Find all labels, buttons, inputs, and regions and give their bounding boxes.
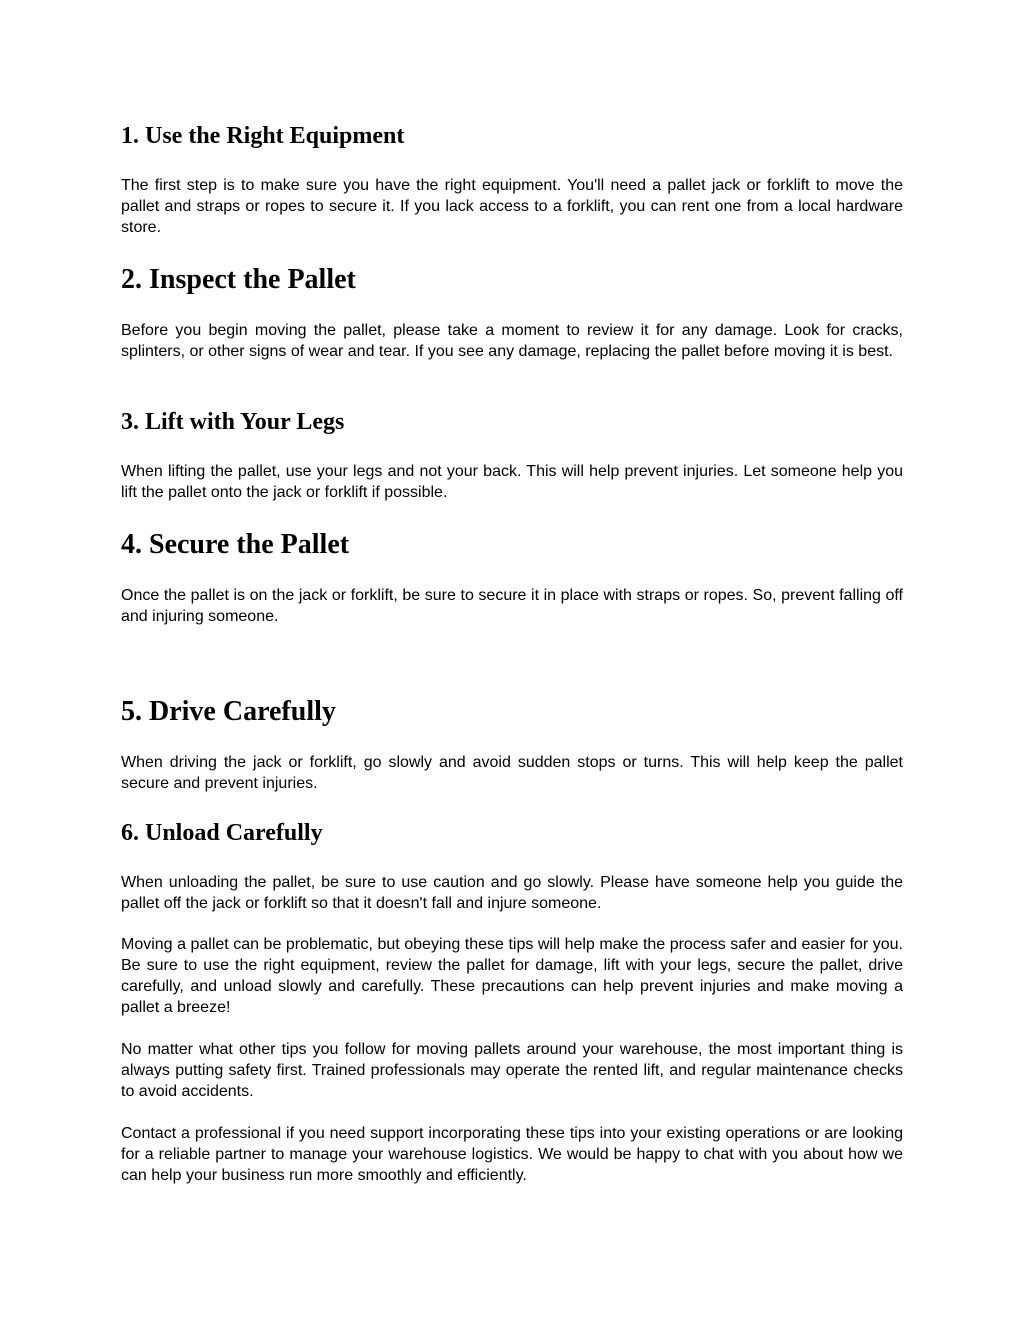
closing-paragraph-summary: Moving a pallet can be problematic, but obeying these tips will help make the process safer and easier for you. Be sure to use the right equipment, review the pallet for damage, lift with your legs, secure the pallet, drive carefully, and unload slowly and carefully. These precautions can help prevent injuries and make moving a pallet a breeze! — [121, 936, 903, 1016]
closing-paragraph-safety-first: No matter what other tips you follow for moving pallets around your warehouse, the most important thing is always putting safety first. Trained professionals may operate the rented lift, and regular maintenance checks to avoid accidents. — [121, 1041, 903, 1100]
section-heading-unload-carefully: 6. Unload Carefully — [121, 820, 323, 846]
section-heading-lift-with-legs: 3. Lift with Your Legs — [121, 409, 345, 435]
section-body-drive-carefully: When driving the jack or forklift, go slowly and avoid sudden stops or turns. This will help keep the pallet secure and prevent injuries. — [121, 754, 903, 792]
closing-paragraph-contact: Contact a professional if you need support incorporating these tips into your existing operations or are looking for a reliable partner to manage your warehouse logistics. We would be happy to chat with you about how we can help your business run more smoothly and efficiently. — [121, 1125, 903, 1184]
section-heading-drive-carefully: 5. Drive Carefully — [121, 696, 336, 727]
section-heading-use-right-equipment: 1. Use the Right Equipment — [121, 123, 405, 149]
section-body-use-right-equipment: The first step is to make sure you have the right equipment. You'll need a pallet jack or forklift to move the pallet and straps or ropes to secure it. If you lack access to a forklift, you can rent one from a local hardware store. — [121, 177, 903, 236]
section-heading-secure-pallet: 4. Secure the Pallet — [121, 529, 350, 560]
section-body-unload-carefully: When unloading the pallet, be sure to use caution and go slowly. Please have someone help you guide the pallet off the jack or forklift so that it doesn't fall and injure someone. — [121, 874, 903, 912]
section-heading-inspect-pallet: 2. Inspect the Pallet — [121, 264, 356, 295]
section-body-inspect-pallet: Before you begin moving the pallet, please take a moment to review it for any damage. Look for cracks, splinters, or other signs of wear and tear. If you see any damage, replacing the pallet before moving it is best. — [121, 322, 903, 360]
section-body-lift-with-legs: When lifting the pallet, use your legs and not your back. This will help prevent injuries. Let someone help you lift the pallet onto the jack or forklift if possible. — [121, 463, 903, 501]
section-body-secure-pallet: Once the pallet is on the jack or forklift, be sure to secure it in place with straps or ropes. So, prevent falling off and injuring someone. — [121, 587, 903, 625]
